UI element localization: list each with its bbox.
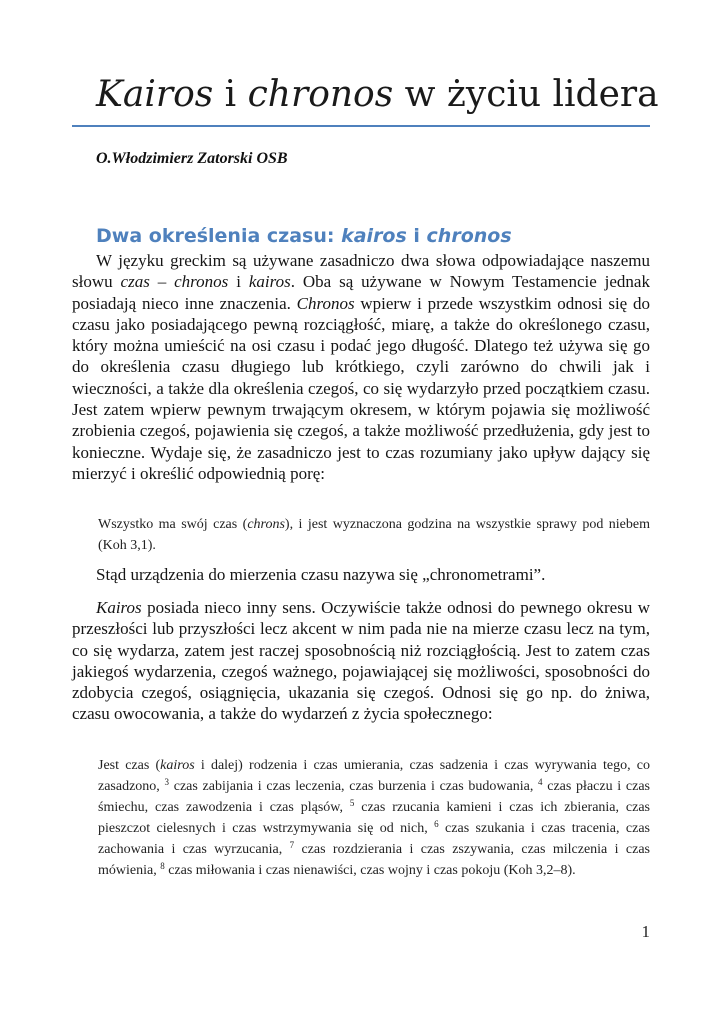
title-conj: i xyxy=(213,74,248,115)
section-heading-text: Dwa określenia czasu: xyxy=(96,225,342,247)
title-underline xyxy=(72,125,650,127)
term-kairos: kairos xyxy=(248,272,291,292)
paragraph-chronos xyxy=(72,250,650,484)
title-chronos: chronos xyxy=(247,74,394,115)
section-heading xyxy=(96,225,512,247)
document-title xyxy=(96,72,659,118)
paragraph-chronometry: Stąd urządzenia do mierzenia czasu nazywa się „chronometrami”. xyxy=(96,565,546,584)
paragraph-text: i xyxy=(228,272,249,292)
term-kairos: Kairos xyxy=(96,598,142,617)
quote-text: Wszystko ma swój czas ( xyxy=(98,517,248,532)
quote-text: ), i jest wyznaczona godzina na wszystkie sprawy pod niebem (Koh 3,1). xyxy=(98,517,650,553)
paragraph-text: posiada nieco inny sens. Oczywiście także odnosi do pewnego okresu w przeszłości lub przyszłości lecz akcent w nim pada nie na mierze czasu lecz na tym, co się wydarza, zatem jest raczej sposobnością niż rozciągłością. Jest to zatem czas jakiegoś wydarzenia, czegoś ważnego, pojawiającej się możliwości, sposobności do zdobycia czegoś, osiągnięcia, ukazania się czegoś. Odnosi się go np. do żniwa, czasu owocowania, a także do wydarzeń z życia społecznego: xyxy=(72,598,650,724)
paragraph-text: wpierw i przede wszystkim odnosi się do czasu jako posiadającego pewną rozciągłość, miarę, a także do określonego czasu, który można umieścić na osi czasu i podać jego długość. Dlatego też używa się go do określenia czasu długiego lub krótkiego, czyli zarówno do chwili jak i wieczności, a także dla określenia czegoś, co się wydarzyło przed początkiem czasu. Jest zatem wpierw pewnym trwającym okresem, w którym pojawia się możliwość zrobienia czegoś, pojawienia się czegoś, a także możliwość przedłużenia, gdy jest to konieczne. Wydaje się, że zasadniczo jest to czas rozumiany jako upływ dający się mierzyć i określić odpowiednią porę: xyxy=(72,293,650,483)
verse-number: 5 xyxy=(349,798,355,808)
verse-number: 3 xyxy=(164,777,170,787)
quote-text: czas rozdzierania i czas zszywania, czas milczenia i czas mówienia, xyxy=(98,842,650,878)
title-kairos: Kairos xyxy=(96,74,214,115)
quote-text: Jest czas ( xyxy=(98,758,161,773)
quote-text: czas płaczu i czas śmiechu, czas zawodzenia i czas pląsów, xyxy=(98,779,650,815)
term-kairos: kairos xyxy=(160,758,195,773)
term-chronos: Chronos xyxy=(296,293,355,313)
term-czas-chronos: czas – chronos xyxy=(120,272,229,292)
verse-number: 7 xyxy=(289,840,295,850)
term-chrons: chrons xyxy=(247,517,285,532)
author-line: O.Włodzimierz Zatorski OSB xyxy=(96,150,288,167)
section-heading-chronos: chronos xyxy=(426,225,512,247)
quote-text: czas miłowania i czas nienawiści, czas wojny i czas pokoju (Koh 3,2–8). xyxy=(164,863,576,878)
quote-koh-3-1 xyxy=(98,514,650,556)
quote-text: i dalej) rodzenia i czas umierania, czas sadzenia i czas wyrywania tego, co zasadzono, xyxy=(98,758,650,794)
paragraph-text: W języku greckim są używane zasadniczo dwa słowa odpowiadające naszemu słowu xyxy=(72,251,650,292)
page-number: 1 xyxy=(641,922,650,941)
section-heading-kairos: kairos xyxy=(341,225,407,247)
verse-number: 8 xyxy=(160,861,165,871)
quote-koh-3-2-8 xyxy=(98,755,650,881)
document-page xyxy=(72,0,659,1024)
quote-text: czas rzucania kamieni i czas ich zbierania, czas pieszczot cielesnych i czas wstrzymywania się od nich, xyxy=(98,800,650,836)
verse-number: 6 xyxy=(434,819,439,829)
title-rest: w życiu lidera xyxy=(393,74,659,115)
section-heading-conj: i xyxy=(406,225,427,247)
verse-number: 4 xyxy=(538,777,543,787)
quote-text: czas szukania i czas tracenia, czas zachowania i czas wyrzucania, xyxy=(98,821,650,857)
quote-text: czas zabijania i czas leczenia, czas burzenia i czas budowania, xyxy=(169,779,539,794)
paragraph-text: . Oba są używane w Nowym Testamencie jednak posiadają nieco inne znaczenia. xyxy=(72,272,650,313)
paragraph-kairos xyxy=(72,597,650,725)
